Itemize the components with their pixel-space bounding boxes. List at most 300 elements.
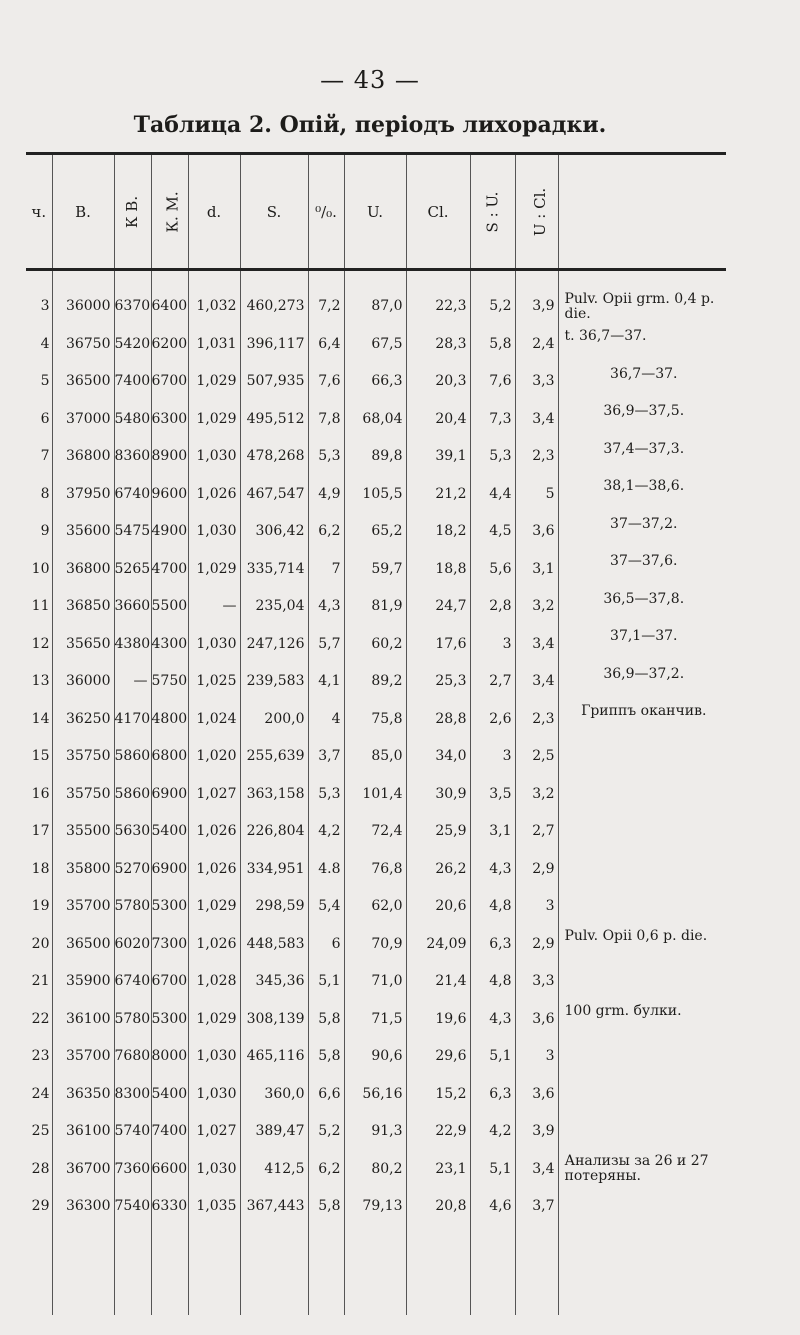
cell-percent: 4,1	[308, 663, 344, 701]
cell-percent: 5,4	[308, 888, 344, 926]
header-row	[26, 154, 726, 270]
cell-u-cl: 2,3	[515, 700, 558, 738]
cell-percent: 7,6	[308, 363, 344, 401]
cell-note: 100 grm. булки.	[558, 1000, 726, 1038]
cell-kb: 7680	[114, 1038, 151, 1076]
cell-d: 1,032	[188, 288, 240, 326]
table-row	[26, 1000, 726, 1038]
cell-cl: 25,9	[406, 813, 470, 851]
cell-d: 1,029	[188, 888, 240, 926]
col-header-notes	[558, 154, 726, 270]
cell-d: 1,029	[188, 400, 240, 438]
cell-km: 7300	[151, 925, 188, 963]
cell-km: 6700	[151, 363, 188, 401]
page-number: — 43 —	[320, 66, 420, 94]
cell-b: 36850	[52, 588, 114, 626]
cell-s-u: 7,6	[470, 363, 515, 401]
cell-b: 35650	[52, 625, 114, 663]
cell-b: 36000	[52, 288, 114, 326]
cell-day: 16	[31, 785, 50, 802]
col-header-cl: Cl.	[406, 154, 470, 270]
cell-u: 76,8	[344, 850, 406, 888]
cell-note: Pulv. Opii 0,6 p. die.	[558, 925, 726, 1000]
cell-percent: 5,2	[308, 1113, 344, 1151]
cell-s: 448,583	[240, 925, 308, 963]
cell-kb: 5480	[114, 400, 151, 438]
cell-km: 4700	[151, 550, 188, 588]
cell-cl: 17,6	[406, 625, 470, 663]
cell-day: 14	[31, 710, 50, 727]
table-row	[26, 550, 726, 588]
table-row	[26, 1038, 726, 1076]
cell-u-cl: 2,5	[515, 738, 558, 776]
cell-day: 8	[40, 485, 50, 502]
cell-d: 1,029	[188, 1000, 240, 1038]
cell-b: 35750	[52, 775, 114, 813]
table-row	[26, 700, 726, 738]
cell-cl: 19,6	[406, 1000, 470, 1038]
cell-cl: 30,9	[406, 775, 470, 813]
cell-u: 72,4	[344, 813, 406, 851]
cell-day: 11	[31, 598, 50, 615]
cell-note: 36,5—37,8.	[558, 588, 726, 626]
cell-d: 1,028	[188, 963, 240, 1001]
cell-u-cl: 2,9	[515, 850, 558, 888]
cell-km: 6900	[151, 775, 188, 813]
cell-s-u: 7,3	[470, 400, 515, 438]
cell-kb: 6740	[114, 475, 151, 513]
cell-note: 36,9—37,2.	[558, 663, 726, 701]
cell-d: 1,027	[188, 775, 240, 813]
cell-d: 1,024	[188, 700, 240, 738]
table-row	[26, 1150, 726, 1188]
table-row	[26, 1075, 726, 1113]
cell-cl: 23,1	[406, 1150, 470, 1188]
cell-d: 1,030	[188, 625, 240, 663]
cell-percent: 4,2	[308, 813, 344, 851]
cell-u: 70,9	[344, 925, 406, 963]
cell-s-u: 2,7	[470, 663, 515, 701]
cell-u-cl: 3,6	[515, 1000, 558, 1038]
cell-s: 255,639	[240, 738, 308, 776]
cell-s: 412,5	[240, 1150, 308, 1188]
table-row	[26, 625, 726, 663]
cell-s-u: 4,8	[470, 963, 515, 1001]
cell-percent: 6,6	[308, 1075, 344, 1113]
cell-u: 91,3	[344, 1113, 406, 1151]
table-row	[26, 663, 726, 701]
cell-u-cl: 3,1	[515, 550, 558, 588]
cell-cl: 21,2	[406, 475, 470, 513]
cell-cl: 25,3	[406, 663, 470, 701]
cell-u-cl: 3,4	[515, 1150, 558, 1188]
cell-kb: 8360	[114, 438, 151, 476]
cell-percent: 6,4	[308, 325, 344, 363]
cell-note	[558, 775, 726, 813]
cell-b: 36700	[52, 1150, 114, 1188]
cell-kb: 8300	[114, 1075, 151, 1113]
cell-percent: 5,7	[308, 625, 344, 663]
cell-d: 1,031	[188, 325, 240, 363]
col-header-u-cl: U : Cl.	[515, 154, 558, 270]
cell-u: 79,13	[344, 1188, 406, 1226]
cell-note	[558, 1038, 726, 1076]
spacer-row	[26, 1225, 726, 1315]
cell-day: 7	[40, 448, 50, 465]
cell-km: 5400	[151, 813, 188, 851]
cell-d: 1,020	[188, 738, 240, 776]
cell-u-cl: 3,9	[515, 288, 558, 326]
cell-d: 1,030	[188, 513, 240, 551]
cell-b: 35600	[52, 513, 114, 551]
cell-u: 87,0	[344, 288, 406, 326]
table-row	[26, 850, 726, 888]
cell-s: 345,36	[240, 963, 308, 1001]
cell-cl: 20,3	[406, 363, 470, 401]
cell-km: 4300	[151, 625, 188, 663]
cell-kb: 6370	[114, 288, 151, 326]
cell-note	[558, 1113, 726, 1151]
cell-percent: 7,2	[308, 288, 344, 326]
cell-percent: 4,9	[308, 475, 344, 513]
cell-u: 80,2	[344, 1150, 406, 1188]
cell-km: 8000	[151, 1038, 188, 1076]
cell-day: 15	[31, 748, 50, 765]
cell-percent: 5,8	[308, 1000, 344, 1038]
cell-percent: 5,3	[308, 775, 344, 813]
cell-b: 36300	[52, 1188, 114, 1226]
cell-note	[558, 1075, 726, 1113]
cell-d: —	[188, 588, 240, 626]
cell-u-cl: 3,3	[515, 363, 558, 401]
cell-percent: 6,2	[308, 1150, 344, 1188]
cell-note: 38,1—38,6.	[558, 475, 726, 513]
cell-b: 35700	[52, 888, 114, 926]
cell-cl: 26,2	[406, 850, 470, 888]
cell-s: 235,04	[240, 588, 308, 626]
cell-note	[558, 738, 726, 776]
table-row	[26, 738, 726, 776]
cell-u-cl: 3,9	[515, 1113, 558, 1151]
cell-s-u: 4,2	[470, 1113, 515, 1151]
cell-day: 5	[40, 373, 50, 390]
cell-km: 5400	[151, 1075, 188, 1113]
cell-km: 7400	[151, 1113, 188, 1151]
col-header-percent: ⁰/₀.	[308, 154, 344, 270]
cell-s: 478,268	[240, 438, 308, 476]
cell-note: 37,1—37.	[558, 625, 726, 663]
cell-s: 389,47	[240, 1113, 308, 1151]
table-row	[26, 475, 726, 513]
cell-u-cl: 2,4	[515, 325, 558, 363]
cell-cl: 20,4	[406, 400, 470, 438]
cell-note: 36,9—37,5.	[558, 400, 726, 438]
cell-cl: 24,7	[406, 588, 470, 626]
cell-u: 62,0	[344, 888, 406, 926]
cell-d: 1,026	[188, 475, 240, 513]
cell-kb: 5780	[114, 888, 151, 926]
cell-kb: 5420	[114, 325, 151, 363]
cell-u: 65,2	[344, 513, 406, 551]
cell-u: 60,2	[344, 625, 406, 663]
cell-u-cl: 3,2	[515, 588, 558, 626]
cell-day: 21	[31, 973, 50, 990]
cell-s-u: 2,6	[470, 700, 515, 738]
cell-day: 24	[31, 1085, 50, 1102]
cell-s-u: 3,1	[470, 813, 515, 851]
cell-cl: 28,3	[406, 325, 470, 363]
table-row	[26, 888, 726, 926]
table-row	[26, 400, 726, 438]
cell-s: 334,951	[240, 850, 308, 888]
cell-b: 37000	[52, 400, 114, 438]
cell-cl: 15,2	[406, 1075, 470, 1113]
cell-percent: 3,7	[308, 738, 344, 776]
cell-u: 56,16	[344, 1075, 406, 1113]
cell-d: 1,026	[188, 925, 240, 963]
cell-s: 335,714	[240, 550, 308, 588]
cell-kb: 4170	[114, 700, 151, 738]
cell-day: 13	[31, 673, 50, 690]
cell-u-cl: 3,3	[515, 963, 558, 1001]
cell-km: 6900	[151, 850, 188, 888]
cell-s-u: 5,2	[470, 288, 515, 326]
cell-b: 36500	[52, 925, 114, 963]
cell-b: 37950	[52, 475, 114, 513]
table-body	[26, 270, 726, 1316]
cell-cl: 21,4	[406, 963, 470, 1001]
cell-s: 495,512	[240, 400, 308, 438]
cell-percent: 6	[308, 925, 344, 963]
cell-d: 1,025	[188, 663, 240, 701]
cell-note: Гриппъ оканчив.	[558, 700, 726, 738]
cell-s-u: 3,5	[470, 775, 515, 813]
cell-kb: 6020	[114, 925, 151, 963]
cell-b: 36800	[52, 438, 114, 476]
cell-b: 36350	[52, 1075, 114, 1113]
cell-day: 23	[31, 1048, 50, 1065]
cell-b: 36800	[52, 550, 114, 588]
cell-s-u: 5,3	[470, 438, 515, 476]
cell-km: 6400	[151, 288, 188, 326]
cell-km: 4900	[151, 513, 188, 551]
cell-percent: 5,8	[308, 1188, 344, 1226]
col-header-u: U.	[344, 154, 406, 270]
cell-day: 19	[31, 898, 50, 915]
cell-cl: 29,6	[406, 1038, 470, 1076]
cell-note	[558, 850, 726, 888]
cell-u-cl: 3,4	[515, 663, 558, 701]
cell-percent: 4.8	[308, 850, 344, 888]
cell-d: 1,029	[188, 363, 240, 401]
cell-s: 467,547	[240, 475, 308, 513]
cell-s-u: 5,8	[470, 325, 515, 363]
cell-s: 239,583	[240, 663, 308, 701]
cell-u-cl: 3	[515, 1038, 558, 1076]
cell-b: 35700	[52, 1038, 114, 1076]
cell-u: 89,2	[344, 663, 406, 701]
cell-percent: 5,1	[308, 963, 344, 1001]
cell-percent: 7,8	[308, 400, 344, 438]
cell-km: 6330	[151, 1188, 188, 1226]
cell-u-cl: 5	[515, 475, 558, 513]
cell-u-cl: 3,4	[515, 400, 558, 438]
cell-day: 18	[31, 860, 50, 877]
cell-note: Pulv. Opii grm. 0,4 p. die.	[558, 288, 726, 326]
cell-d: 1,030	[188, 1150, 240, 1188]
table-row	[26, 288, 726, 326]
cell-s-u: 4,5	[470, 513, 515, 551]
cell-s: 360,0	[240, 1075, 308, 1113]
cell-day: 17	[31, 823, 50, 840]
cell-d: 1,030	[188, 1075, 240, 1113]
cell-day: 4	[40, 335, 50, 352]
cell-s: 363,158	[240, 775, 308, 813]
cell-s: 200,0	[240, 700, 308, 738]
cell-kb: 5270	[114, 850, 151, 888]
cell-km: 9600	[151, 475, 188, 513]
cell-u-cl: 2,7	[515, 813, 558, 851]
cell-percent: 7	[308, 550, 344, 588]
cell-s-u: 3	[470, 738, 515, 776]
cell-d: 1,026	[188, 850, 240, 888]
cell-d: 1,030	[188, 438, 240, 476]
col-header-day: ч.	[26, 154, 52, 270]
cell-cl: 22,3	[406, 288, 470, 326]
cell-s: 226,804	[240, 813, 308, 851]
cell-s-u: 4,6	[470, 1188, 515, 1226]
cell-s-u: 5,6	[470, 550, 515, 588]
cell-d: 1,026	[188, 813, 240, 851]
cell-u-cl: 3	[515, 888, 558, 926]
cell-s: 247,126	[240, 625, 308, 663]
cell-km: 5500	[151, 588, 188, 626]
cell-u: 81,9	[344, 588, 406, 626]
cell-d: 1,030	[188, 1038, 240, 1076]
cell-s-u: 5,1	[470, 1038, 515, 1076]
table-row	[26, 438, 726, 476]
col-header-kb: К В.	[114, 154, 151, 270]
table-row	[26, 513, 726, 551]
cell-b: 35900	[52, 963, 114, 1001]
cell-kb: 5265	[114, 550, 151, 588]
col-header-b: В.	[52, 154, 114, 270]
cell-kb: 7400	[114, 363, 151, 401]
cell-km: 8900	[151, 438, 188, 476]
cell-note: Анализы за 26 и 27 потеряны.	[558, 1150, 726, 1225]
cell-cl: 18,8	[406, 550, 470, 588]
cell-s: 465,116	[240, 1038, 308, 1076]
cell-km: 6300	[151, 400, 188, 438]
cell-percent: 5,3	[308, 438, 344, 476]
cell-u: 71,5	[344, 1000, 406, 1038]
cell-km: 6700	[151, 963, 188, 1001]
cell-s-u: 4,8	[470, 888, 515, 926]
cell-percent: 5,8	[308, 1038, 344, 1076]
cell-u: 90,6	[344, 1038, 406, 1076]
cell-kb: 5860	[114, 775, 151, 813]
cell-u: 67,5	[344, 325, 406, 363]
cell-kb: 7360	[114, 1150, 151, 1188]
cell-kb: 5630	[114, 813, 151, 851]
cell-u: 89,8	[344, 438, 406, 476]
cell-b: 35500	[52, 813, 114, 851]
cell-note: t. 36,7—37.	[558, 325, 726, 363]
cell-km: 6600	[151, 1150, 188, 1188]
cell-kb: 5475	[114, 513, 151, 551]
cell-day: 28	[31, 1160, 50, 1177]
col-header-km: К. М.	[151, 154, 188, 270]
cell-s: 298,59	[240, 888, 308, 926]
cell-b: 36100	[52, 1000, 114, 1038]
table-row	[26, 775, 726, 813]
col-header-s: S.	[240, 154, 308, 270]
cell-cl: 20,6	[406, 888, 470, 926]
cell-cl: 20,8	[406, 1188, 470, 1226]
cell-b: 35750	[52, 738, 114, 776]
cell-kb: 3660	[114, 588, 151, 626]
cell-km: 4800	[151, 700, 188, 738]
table-row	[26, 925, 726, 963]
table-row	[26, 325, 726, 363]
cell-s-u: 4,3	[470, 1000, 515, 1038]
cell-u-cl: 3,4	[515, 625, 558, 663]
cell-s-u: 6,3	[470, 925, 515, 963]
cell-u: 105,5	[344, 475, 406, 513]
cell-km: 5750	[151, 663, 188, 701]
cell-percent: 4,3	[308, 588, 344, 626]
cell-kb: 5780	[114, 1000, 151, 1038]
cell-day: 10	[31, 560, 50, 577]
cell-km: 6200	[151, 325, 188, 363]
cell-kb: 4380	[114, 625, 151, 663]
table-title: Таблица 2. Опій, періодъ лихорадки.	[133, 112, 607, 138]
cell-note: 37—37,6.	[558, 550, 726, 588]
cell-u: 75,8	[344, 700, 406, 738]
cell-u-cl: 2,9	[515, 925, 558, 963]
col-header-d: d.	[188, 154, 240, 270]
cell-day: 3	[40, 298, 50, 315]
cell-d: 1,027	[188, 1113, 240, 1151]
cell-s: 367,443	[240, 1188, 308, 1226]
col-header-s-u: S : U.	[470, 154, 515, 270]
cell-note: 36,7—37.	[558, 363, 726, 401]
cell-s-u: 4,4	[470, 475, 515, 513]
table-row	[26, 1113, 726, 1151]
cell-kb: 5860	[114, 738, 151, 776]
table-row	[26, 363, 726, 401]
cell-day: 22	[31, 1010, 50, 1027]
cell-u: 71,0	[344, 963, 406, 1001]
cell-note	[558, 813, 726, 851]
cell-day: 12	[31, 635, 50, 652]
cell-cl: 28,8	[406, 700, 470, 738]
cell-s-u: 3	[470, 625, 515, 663]
cell-s: 308,139	[240, 1000, 308, 1038]
cell-u-cl: 3,2	[515, 775, 558, 813]
cell-s-u: 5,1	[470, 1150, 515, 1188]
cell-s: 306,42	[240, 513, 308, 551]
cell-u: 66,3	[344, 363, 406, 401]
cell-b: 36100	[52, 1113, 114, 1151]
cell-km: 5300	[151, 1000, 188, 1038]
cell-km: 5300	[151, 888, 188, 926]
cell-day: 29	[31, 1198, 50, 1215]
data-table-container	[26, 152, 726, 1335]
table-row	[26, 813, 726, 851]
cell-note: 37—37,2.	[558, 513, 726, 551]
cell-kb: 7540	[114, 1188, 151, 1226]
